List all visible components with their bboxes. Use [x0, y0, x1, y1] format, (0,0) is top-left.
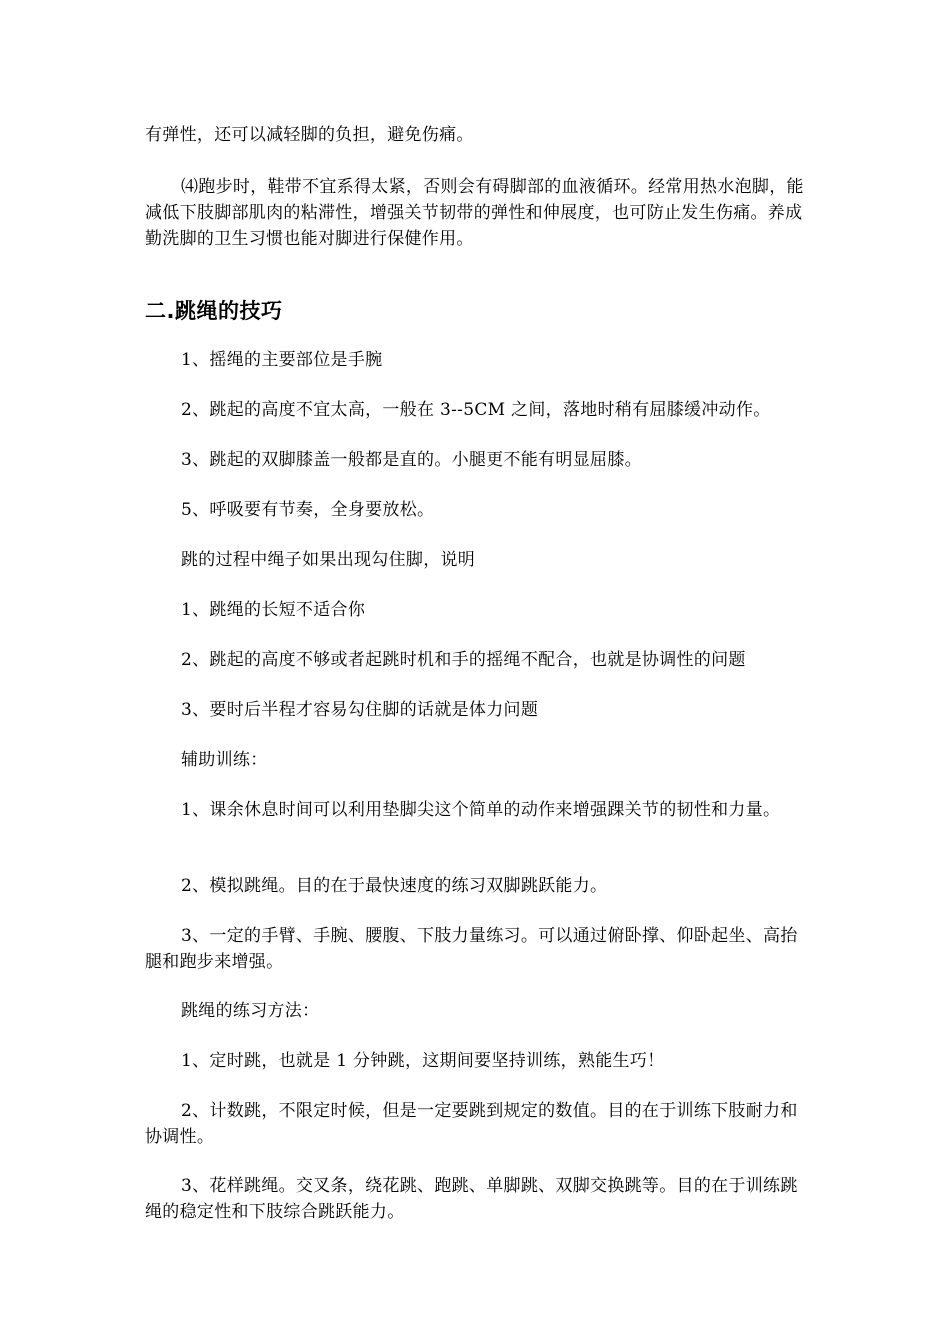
list-item: 2、跳起的高度不够或者起跳时机和手的摇绳不配合，也就是协调性的问题 [181, 650, 746, 670]
subheading-assist-training: 辅助训练： [181, 750, 268, 770]
paragraph-continuation: 有弹性，还可以减轻脚的负担，避免伤痛。 [145, 125, 474, 145]
list-item: 3、要时后半程才容易勾住脚的话就是体力问题 [181, 700, 539, 720]
list-item: 3、跳起的双脚膝盖一般都是直的。小腿更不能有明显屈膝。 [181, 450, 642, 470]
paragraph-running-shoes: ⑷跑步时，鞋带不宜系得太紧，否则会有碍脚部的血液循环。经常用热水泡脚，能减低下肢脚部肌肉的粘滞性，增强关节韧带的弹性和伸展度，也可防止发生伤痛。养成勤洗脚的卫生习惯也能对脚进行保健作用。 [145, 177, 804, 249]
subheading-practice-methods: 跳绳的练习方法： [181, 1001, 320, 1021]
section-heading: 二.跳绳的技巧 [145, 299, 283, 323]
list-item: 3、花样跳绳。交叉条，绕花跳、跑跳、单脚跳、双脚交换跳等。目的在于训练跳绳的稳定性和下肢综合跳跃能力。 [145, 1176, 798, 1222]
list-item: 2、跳起的高度不宜太高，一般在 3--5CM 之间，落地时稍有屈膝缓冲动作。 [181, 400, 771, 420]
subheading-rope-catch: 跳的过程中绳子如果出现勾住脚，说明 [181, 550, 476, 570]
list-item: 1、课余休息时间可以利用垫脚尖这个简单的动作来增强踝关节的韧性和力量。 [181, 800, 781, 820]
list-item: 3、一定的手臂、手腕、腰腹、下肢力量练习。可以通过俯卧撑、仰卧起坐、高抬腿和跑步来增强。 [145, 926, 798, 972]
list-item: 1、跳绳的长短不适合你 [181, 600, 366, 620]
list-item: 1、定时跳，也就是 1 分钟跳，这期间要坚持训练，熟能生巧！ [181, 1051, 665, 1071]
list-item: 2、计数跳，不限定时候，但是一定要跳到规定的数值。目的在于训练下肢耐力和协调性。 [145, 1101, 798, 1147]
list-item: 1、摇绳的主要部位是手腕 [181, 350, 383, 370]
list-item: 2、模拟跳绳。目的在于最快速度的练习双脚跳跃能力。 [181, 876, 608, 896]
list-item: 5、呼吸要有节奏，全身要放松。 [181, 500, 435, 520]
